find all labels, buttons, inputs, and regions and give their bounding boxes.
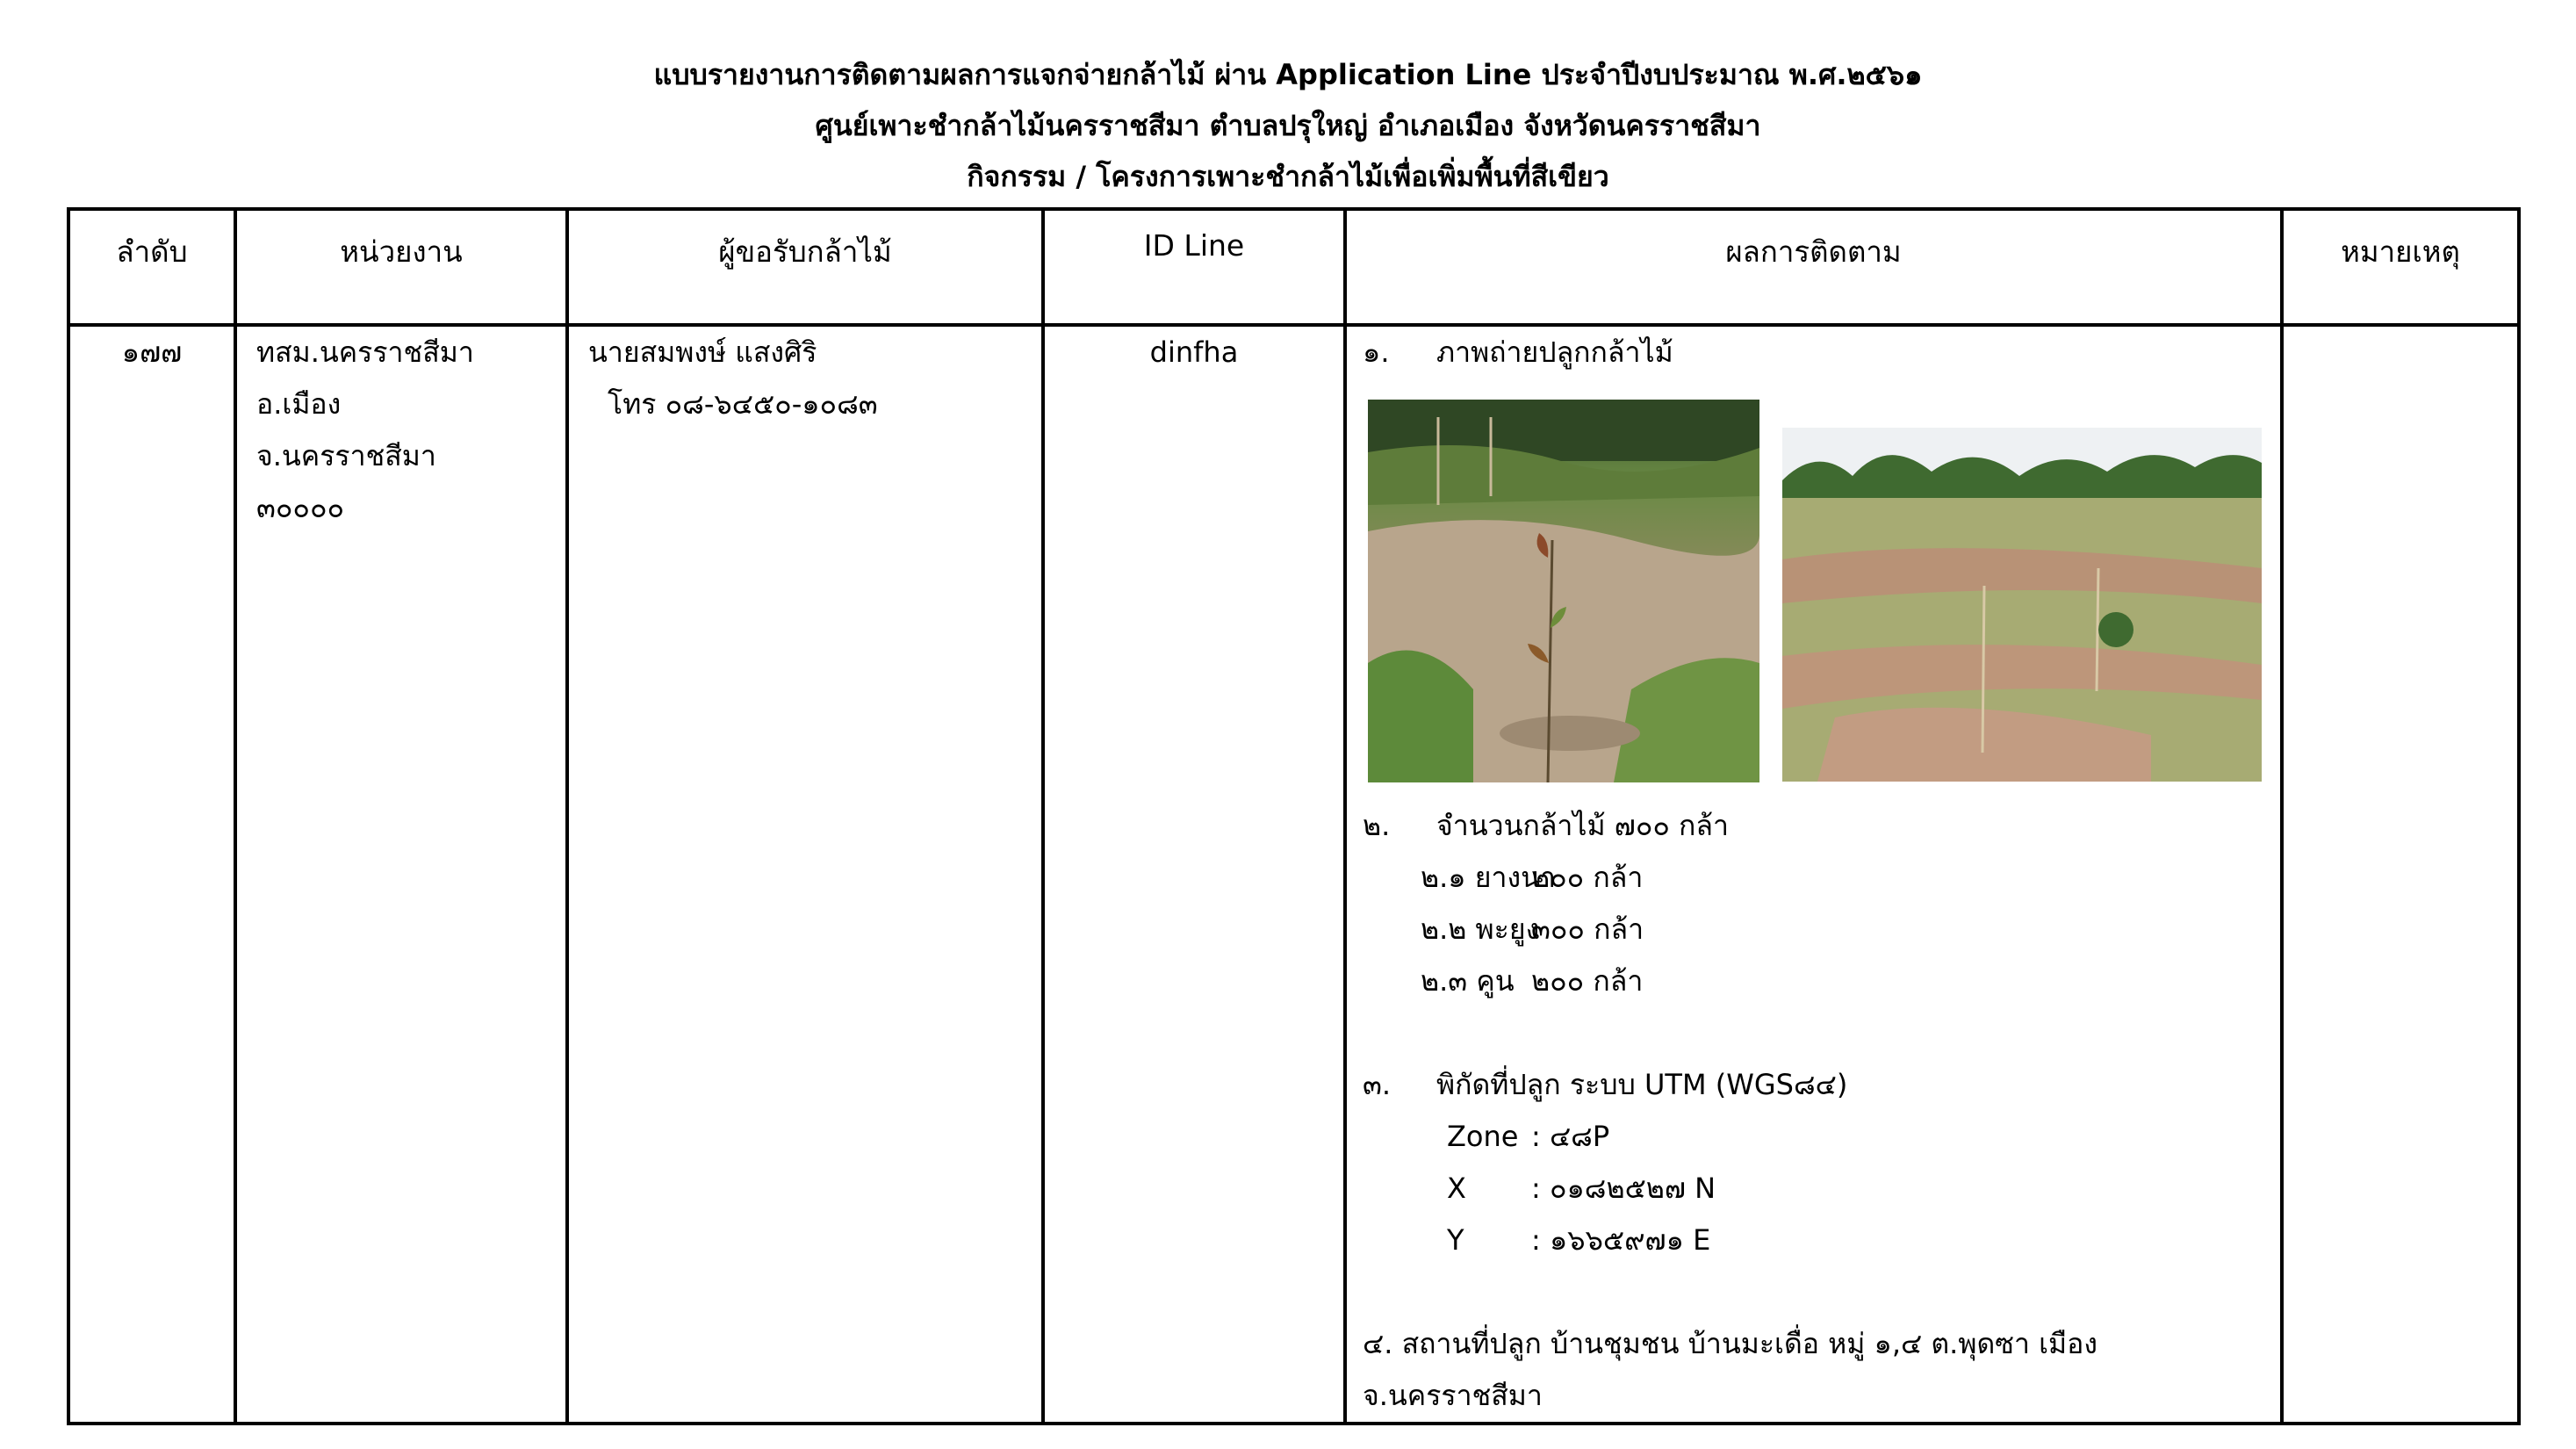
cell-result: [1345, 325, 2282, 1424]
org-line: ๓๐๐๐๐: [256, 491, 344, 524]
result-text: ภาพถ่ายปลูกกล้าไม้: [1436, 335, 1673, 369]
coord-key: X: [1447, 1171, 1466, 1205]
spacer: [1363, 1266, 2280, 1318]
coord-key: Y: [1447, 1223, 1464, 1257]
seedling-species-row: [1363, 852, 2280, 904]
result-num: ๒.: [1363, 809, 1391, 842]
col-header-requester: ผู้ขอรับกล้าไม้: [567, 209, 1043, 325]
result-text: พิกัดที่ปลูก ระบบ UTM (WGS๘๔): [1436, 1068, 1848, 1101]
report-table: [67, 207, 2521, 1425]
org-line: ทสม.นครราชสีมา: [256, 335, 474, 369]
seedling-species-row: [1363, 955, 2280, 1007]
org-line: อ.เมือง: [256, 387, 342, 421]
coord-key: Zone: [1447, 1120, 1519, 1153]
coord-row: [1363, 1215, 2280, 1266]
photo-area: [1363, 378, 2280, 800]
id-line-value: dinfha: [1149, 335, 1239, 369]
species-count: ๒๐๐ กล้า: [1531, 861, 1644, 894]
report-subtitle-activity: กิจกรรม / โครงการเพาะชำกล้าไม้เพื่อเพิ่มพื้นที่สีเขียว: [967, 160, 1609, 193]
requester-phone: โทร ๐๘-๖๔๕๐-๑๐๘๓: [608, 387, 878, 421]
result-num: ๓.: [1363, 1068, 1392, 1101]
result-item-4: ๔. สถานที่ปลูก บ้านชุมชน บ้านมะเดื่อ หมู่ ๑,๔ ต.พุดซา เมือง: [1363, 1327, 2097, 1360]
requester-name: นายสมพงษ์ แสงศิริ: [588, 335, 817, 369]
org-line: จ.นครราชสีมา: [256, 439, 436, 472]
species-name: ๒.๒ พะยูง: [1421, 912, 1540, 946]
cell-requester: [567, 325, 1043, 1424]
planting-photo-close: [1368, 400, 1759, 782]
coord-value: : ๑๖๖๕๙๗๑ E: [1531, 1223, 1711, 1257]
result-item-3: [1363, 1059, 2280, 1111]
coord-row: [1363, 1163, 2280, 1215]
result-item-2: [1363, 800, 2280, 852]
table-header-row: [68, 209, 2519, 325]
result-item-1: [1363, 327, 2280, 378]
col-header-id-line: ID Line: [1043, 209, 1345, 325]
species-count: ๒๐๐ กล้า: [1531, 964, 1644, 998]
col-header-seq: ลำดับ: [68, 209, 235, 325]
table-row: [68, 325, 2519, 1424]
cell-id-line: [1043, 325, 1345, 1424]
report-subtitle-center: ศูนย์เพาะชำกล้าไม้นครราชสีมา ตำบลปรุใหญ่ อำเภอเมือง จังหวัดนครราชสีมา: [815, 109, 1761, 142]
col-header-remark: หมายเหตุ: [2282, 209, 2519, 325]
result-num: ๑.: [1363, 335, 1390, 369]
seq-number: ๑๗๗: [121, 335, 183, 369]
col-header-result: ผลการติดตาม: [1345, 209, 2282, 325]
cell-org: [235, 325, 567, 1424]
spacer: [1363, 1007, 2280, 1059]
coord-value: : ๐๑๘๒๕๒๗ N: [1531, 1171, 1716, 1205]
planting-photo-field: [1782, 428, 2262, 782]
species-count: ๓๐๐ กล้า: [1531, 912, 1644, 946]
coord-value: : ๔๘P: [1531, 1120, 1610, 1153]
col-header-org: หน่วยงาน: [235, 209, 567, 325]
species-name: ๒.๑ ยางนา: [1421, 861, 1556, 894]
result-text: จำนวนกล้าไม้ ๗๐๐ กล้า: [1436, 809, 1729, 842]
result-item-4-cont: จ.นครราชสีมา: [1363, 1379, 1543, 1412]
species-name: ๒.๓ คูน: [1421, 964, 1515, 998]
cell-remark: [2282, 325, 2519, 1424]
report-title: แบบรายงานการติดตามผลการแจกจ่ายกล้าไม้ ผ่าน Application Line ประจำปีงบประมาณ พ.ศ.๒๕๖๑: [653, 58, 1923, 91]
coord-row: [1363, 1111, 2280, 1163]
seedling-species-row: [1363, 904, 2280, 955]
cell-seq: [68, 325, 235, 1424]
